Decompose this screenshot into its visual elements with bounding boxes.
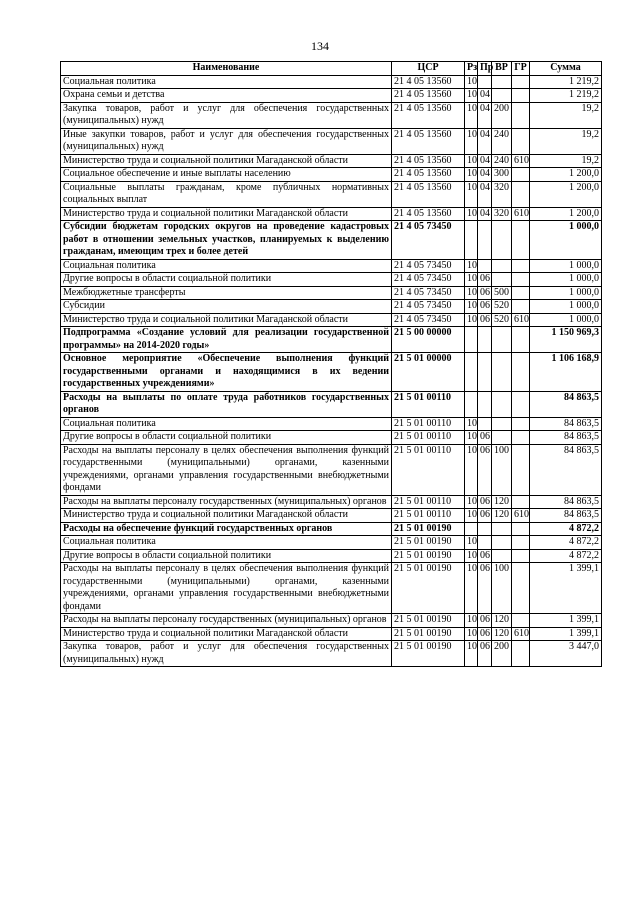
cell-vr: 200 [492, 641, 512, 667]
cell-pr: 04 [478, 168, 492, 182]
header-vr: ВР [492, 62, 512, 76]
table-row [61, 563, 602, 614]
table-row [61, 286, 602, 300]
cell-rz: 10 [465, 168, 478, 182]
cell-rz: 10 [465, 563, 478, 614]
cell-name: Основное мероприятие «Обеспечение выполнения функций государственными органами и находящимися в их ведении государственных учреждениями» [61, 353, 392, 392]
cell-pr [478, 221, 492, 260]
cell-sum: 84 863,5 [530, 417, 602, 431]
cell-rz: 10 [465, 431, 478, 445]
cell-vr [492, 259, 512, 273]
cell-name: Социальная политика [61, 259, 392, 273]
cell-name: Министерство труда и социальной политики Магаданской области [61, 509, 392, 523]
cell-gr [512, 444, 530, 495]
cell-sum: 1 200,0 [530, 207, 602, 221]
cell-csr: 21 4 05 73450 [392, 259, 465, 273]
cell-vr [492, 522, 512, 536]
cell-sum: 4 872,2 [530, 536, 602, 550]
cell-csr: 21 4 05 73450 [392, 313, 465, 327]
cell-vr: 200 [492, 102, 512, 128]
cell-pr: 04 [478, 154, 492, 168]
cell-pr: 04 [478, 181, 492, 207]
table-row [61, 168, 602, 182]
cell-vr: 120 [492, 627, 512, 641]
cell-pr: 06 [478, 627, 492, 641]
cell-pr: 06 [478, 300, 492, 314]
cell-gr: 610 [512, 509, 530, 523]
cell-name: Расходы на обеспечение функций государственных органов [61, 522, 392, 536]
cell-name: Закупка товаров, работ и услуг для обеспечения государственных (муниципальных) нужд [61, 641, 392, 667]
cell-rz: 10 [465, 102, 478, 128]
cell-sum: 1 219,2 [530, 89, 602, 103]
cell-gr [512, 417, 530, 431]
cell-csr: 21 5 01 00190 [392, 522, 465, 536]
table-row [61, 89, 602, 103]
table-row [61, 549, 602, 563]
cell-vr: 320 [492, 207, 512, 221]
cell-vr: 240 [492, 154, 512, 168]
cell-gr [512, 221, 530, 260]
cell-gr [512, 536, 530, 550]
cell-csr: 21 4 05 13560 [392, 154, 465, 168]
cell-csr: 21 5 01 00000 [392, 353, 465, 392]
cell-rz: 10 [465, 300, 478, 314]
cell-pr: 06 [478, 549, 492, 563]
cell-sum: 4 872,2 [530, 549, 602, 563]
table-row [61, 102, 602, 128]
cell-gr [512, 353, 530, 392]
cell-gr [512, 327, 530, 353]
cell-name: Социальная политика [61, 536, 392, 550]
table-row [61, 627, 602, 641]
cell-csr: 21 5 01 00190 [392, 627, 465, 641]
cell-rz: 10 [465, 313, 478, 327]
cell-csr: 21 5 01 00110 [392, 431, 465, 445]
cell-gr: 610 [512, 313, 530, 327]
cell-pr: 06 [478, 444, 492, 495]
cell-vr [492, 353, 512, 392]
table-row [61, 444, 602, 495]
page-number: 134 [311, 39, 329, 53]
cell-name: Социальная политика [61, 417, 392, 431]
cell-vr: 520 [492, 313, 512, 327]
cell-vr: 520 [492, 300, 512, 314]
cell-rz: 10 [465, 536, 478, 550]
cell-pr [478, 536, 492, 550]
cell-pr: 06 [478, 641, 492, 667]
cell-vr: 240 [492, 128, 512, 154]
table-row [61, 154, 602, 168]
cell-csr: 21 4 05 13560 [392, 207, 465, 221]
cell-rz: 10 [465, 627, 478, 641]
cell-name: Министерство труда и социальной политики Магаданской области [61, 154, 392, 168]
cell-pr: 04 [478, 102, 492, 128]
cell-name: Расходы на выплаты персоналу в целях обеспечения выполнения функций государственными (муниципальными) органами, казенными учреждениями, органами управления государственными внебюджетными фондами [61, 444, 392, 495]
cell-pr: 06 [478, 614, 492, 628]
cell-csr: 21 4 05 13560 [392, 181, 465, 207]
cell-gr [512, 495, 530, 509]
table-row [61, 522, 602, 536]
cell-name: Расходы на выплаты персоналу государственных (муниципальных) органов [61, 495, 392, 509]
cell-vr: 100 [492, 444, 512, 495]
cell-rz: 10 [465, 75, 478, 89]
cell-gr: 610 [512, 627, 530, 641]
cell-csr: 21 4 05 13560 [392, 89, 465, 103]
cell-rz: 10 [465, 444, 478, 495]
cell-gr [512, 273, 530, 287]
cell-vr [492, 536, 512, 550]
table-row [61, 641, 602, 667]
header-csr: ЦСР [392, 62, 465, 76]
cell-name: Расходы на выплаты персоналу в целях обеспечения выполнения функций государственными (муниципальными) органами, казенными учреждениями, органами управления государственными внебюджетными фондами [61, 563, 392, 614]
cell-pr [478, 259, 492, 273]
cell-rz: 10 [465, 207, 478, 221]
cell-sum: 1 150 969,3 [530, 327, 602, 353]
cell-vr: 120 [492, 495, 512, 509]
cell-name: Министерство труда и социальной политики Магаданской области [61, 313, 392, 327]
cell-rz [465, 221, 478, 260]
cell-csr: 21 5 01 00110 [392, 391, 465, 417]
cell-rz: 10 [465, 614, 478, 628]
cell-gr [512, 549, 530, 563]
cell-name: Министерство труда и социальной политики Магаданской области [61, 627, 392, 641]
header-sum: Сумма [530, 62, 602, 76]
table-row [61, 128, 602, 154]
cell-gr [512, 431, 530, 445]
cell-rz: 10 [465, 128, 478, 154]
cell-pr: 06 [478, 273, 492, 287]
cell-gr [512, 102, 530, 128]
cell-name: Другие вопросы в области социальной политики [61, 431, 392, 445]
cell-vr [492, 431, 512, 445]
cell-csr: 21 4 05 73450 [392, 300, 465, 314]
cell-name: Другие вопросы в области социальной политики [61, 273, 392, 287]
cell-csr: 21 4 05 73450 [392, 221, 465, 260]
cell-sum: 84 863,5 [530, 444, 602, 495]
cell-vr: 120 [492, 614, 512, 628]
header-name: Наименование [61, 62, 392, 76]
cell-vr [492, 221, 512, 260]
cell-sum: 84 863,5 [530, 391, 602, 417]
cell-name: Социальная политика [61, 75, 392, 89]
cell-rz: 10 [465, 154, 478, 168]
cell-sum: 1 000,0 [530, 259, 602, 273]
cell-csr: 21 5 01 00190 [392, 563, 465, 614]
cell-pr: 06 [478, 509, 492, 523]
table-row [61, 391, 602, 417]
cell-vr: 300 [492, 168, 512, 182]
cell-csr: 21 5 01 00190 [392, 549, 465, 563]
table-header [61, 62, 602, 76]
cell-gr [512, 259, 530, 273]
cell-sum: 1 399,1 [530, 563, 602, 614]
cell-pr [478, 522, 492, 536]
cell-gr [512, 522, 530, 536]
cell-pr [478, 75, 492, 89]
cell-name: Расходы на выплаты по оплате труда работников государственных органов [61, 391, 392, 417]
cell-pr: 06 [478, 563, 492, 614]
cell-vr: 500 [492, 286, 512, 300]
table-row [61, 259, 602, 273]
cell-rz: 10 [465, 549, 478, 563]
table-row [61, 221, 602, 260]
cell-csr: 21 4 05 13560 [392, 128, 465, 154]
cell-rz [465, 522, 478, 536]
cell-gr: 610 [512, 207, 530, 221]
cell-pr: 06 [478, 431, 492, 445]
cell-gr [512, 391, 530, 417]
cell-gr [512, 128, 530, 154]
cell-gr [512, 641, 530, 667]
cell-sum: 1 399,1 [530, 627, 602, 641]
cell-name: Закупка товаров, работ и услуг для обеспечения государственных (муниципальных) нужд [61, 102, 392, 128]
cell-name: Охрана семьи и детства [61, 89, 392, 103]
cell-pr: 06 [478, 313, 492, 327]
table-row [61, 313, 602, 327]
table-row [61, 75, 602, 89]
cell-name: Другие вопросы в области социальной политики [61, 549, 392, 563]
header-pr: Пр [478, 62, 492, 76]
cell-sum: 84 863,5 [530, 495, 602, 509]
table-row [61, 327, 602, 353]
cell-rz [465, 391, 478, 417]
cell-pr [478, 327, 492, 353]
cell-pr: 04 [478, 207, 492, 221]
cell-rz: 10 [465, 286, 478, 300]
cell-vr [492, 75, 512, 89]
cell-name: Субсидии [61, 300, 392, 314]
cell-name: Межбюджетные трансферты [61, 286, 392, 300]
cell-csr: 21 5 01 00110 [392, 417, 465, 431]
cell-csr: 21 4 05 13560 [392, 75, 465, 89]
header-gr: ГР [512, 62, 530, 76]
cell-rz: 10 [465, 641, 478, 667]
cell-sum: 19,2 [530, 154, 602, 168]
cell-rz: 10 [465, 495, 478, 509]
cell-name: Министерство труда и социальной политики Магаданской области [61, 207, 392, 221]
table-row [61, 536, 602, 550]
cell-sum: 1 000,0 [530, 286, 602, 300]
cell-sum: 1 106 168,9 [530, 353, 602, 392]
cell-name: Подпрограмма «Создание условий для реализации государственной программы» на 2014-2020 годы» [61, 327, 392, 353]
table-row [61, 614, 602, 628]
table-row [61, 417, 602, 431]
cell-rz: 10 [465, 259, 478, 273]
cell-vr: 100 [492, 563, 512, 614]
cell-csr: 21 5 01 00110 [392, 495, 465, 509]
budget-table [60, 61, 602, 667]
cell-gr [512, 168, 530, 182]
cell-pr: 04 [478, 128, 492, 154]
table-row [61, 300, 602, 314]
cell-sum: 1 219,2 [530, 75, 602, 89]
cell-name: Социальное обеспечение и иные выплаты населению [61, 168, 392, 182]
cell-vr [492, 391, 512, 417]
cell-sum: 84 863,5 [530, 431, 602, 445]
cell-rz [465, 327, 478, 353]
cell-sum: 1 000,0 [530, 300, 602, 314]
cell-name: Социальные выплаты гражданам, кроме публичных нормативных социальных выплат [61, 181, 392, 207]
cell-rz: 10 [465, 89, 478, 103]
cell-gr [512, 300, 530, 314]
cell-csr: 21 5 01 00190 [392, 641, 465, 667]
cell-gr [512, 89, 530, 103]
cell-pr: 06 [478, 286, 492, 300]
cell-rz: 10 [465, 417, 478, 431]
cell-vr [492, 327, 512, 353]
cell-vr [492, 417, 512, 431]
cell-vr [492, 549, 512, 563]
cell-csr: 21 4 05 73450 [392, 273, 465, 287]
table-body [61, 75, 602, 667]
cell-pr [478, 353, 492, 392]
cell-csr: 21 4 05 13560 [392, 102, 465, 128]
cell-vr: 120 [492, 509, 512, 523]
cell-gr [512, 181, 530, 207]
cell-gr [512, 75, 530, 89]
cell-sum: 1 200,0 [530, 168, 602, 182]
cell-vr [492, 273, 512, 287]
table-row [61, 353, 602, 392]
cell-gr: 610 [512, 154, 530, 168]
cell-sum: 19,2 [530, 128, 602, 154]
cell-sum: 19,2 [530, 102, 602, 128]
cell-name: Расходы на выплаты персоналу государственных (муниципальных) органов [61, 614, 392, 628]
cell-csr: 21 5 00 00000 [392, 327, 465, 353]
cell-sum: 1 000,0 [530, 273, 602, 287]
cell-sum: 1 000,0 [530, 313, 602, 327]
cell-vr [492, 89, 512, 103]
cell-gr [512, 614, 530, 628]
cell-pr: 04 [478, 89, 492, 103]
cell-csr: 21 4 05 73450 [392, 286, 465, 300]
cell-vr: 320 [492, 181, 512, 207]
cell-sum: 1 399,1 [530, 614, 602, 628]
cell-csr: 21 5 01 00190 [392, 536, 465, 550]
table-row [61, 431, 602, 445]
table-row [61, 509, 602, 523]
table-row [61, 495, 602, 509]
cell-pr [478, 391, 492, 417]
cell-sum: 4 872,2 [530, 522, 602, 536]
cell-csr: 21 4 05 13560 [392, 168, 465, 182]
cell-sum: 1 000,0 [530, 221, 602, 260]
cell-csr: 21 5 01 00110 [392, 509, 465, 523]
cell-pr: 06 [478, 495, 492, 509]
cell-rz: 10 [465, 273, 478, 287]
cell-sum: 1 200,0 [530, 181, 602, 207]
cell-gr [512, 563, 530, 614]
table-row [61, 181, 602, 207]
cell-name: Иные закупки товаров, работ и услуг для обеспечения государственных (муниципальных) нужд [61, 128, 392, 154]
cell-rz: 10 [465, 509, 478, 523]
cell-sum: 84 863,5 [530, 509, 602, 523]
cell-sum: 3 447,0 [530, 641, 602, 667]
header-rz: Рз [465, 62, 478, 76]
cell-name: Субсидии бюджетам городских округов на проведение кадастровых работ в отношении земельных участков, планируемых к выделению гражданам, имеющим трех и более детей [61, 221, 392, 260]
table-row [61, 207, 602, 221]
cell-csr: 21 5 01 00190 [392, 614, 465, 628]
cell-rz [465, 353, 478, 392]
cell-gr [512, 286, 530, 300]
cell-csr: 21 5 01 00110 [392, 444, 465, 495]
cell-rz: 10 [465, 181, 478, 207]
table-row [61, 273, 602, 287]
cell-pr [478, 417, 492, 431]
